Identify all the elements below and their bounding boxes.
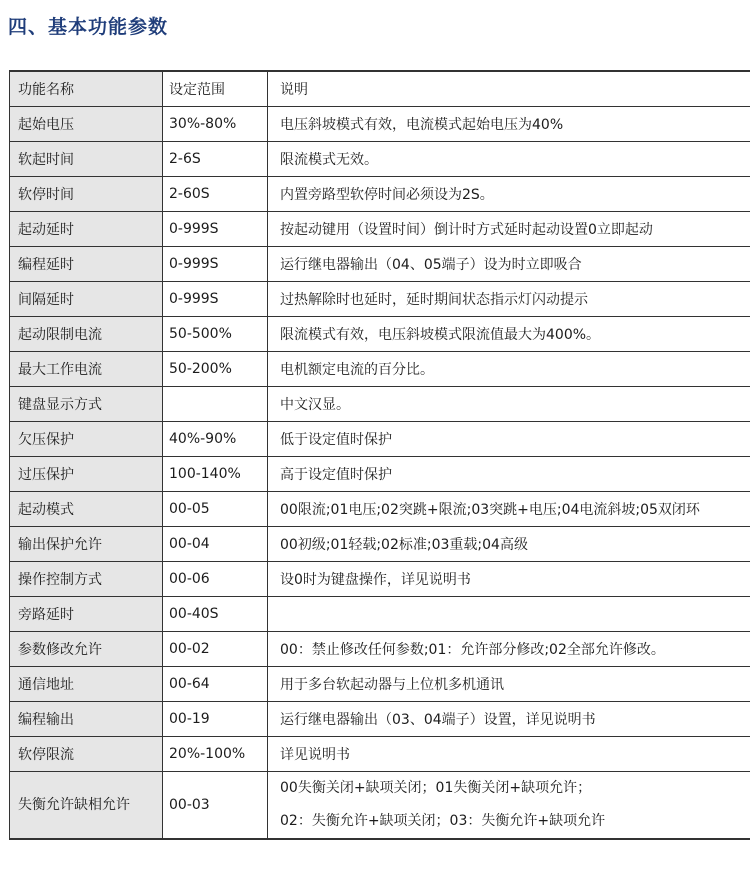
cell-description: 低于设定值时保护 (268, 422, 750, 457)
cell-function-name: 失衡允许缺相允许 (10, 772, 163, 840)
cell-function-name: 起动延时 (10, 212, 163, 247)
cell-function-name: 最大工作电流 (10, 352, 163, 387)
table-row (10, 597, 750, 632)
table-header-row (10, 71, 750, 107)
table-row (10, 632, 750, 667)
table-row (10, 667, 750, 702)
cell-description (268, 597, 750, 632)
table-row (10, 772, 750, 840)
cell-function-name: 起动限制电流 (10, 317, 163, 352)
cell-setting-range: 00-40S (163, 597, 268, 632)
header-function-name: 功能名称 (10, 71, 163, 107)
cell-function-name: 参数修改允许 (10, 632, 163, 667)
cell-description: 运行继电器输出（03、04端子）设置，详见说明书 (268, 702, 750, 737)
cell-setting-range: 00-04 (163, 527, 268, 562)
cell-description: 00限流;01电压;02突跳+限流;03突跳+电压;04电流斜坡;05双闭环 (268, 492, 750, 527)
table-row (10, 457, 750, 492)
cell-description: 限流模式无效。 (268, 142, 750, 177)
cell-setting-range: 00-19 (163, 702, 268, 737)
table-row (10, 177, 750, 212)
cell-setting-range: 00-02 (163, 632, 268, 667)
cell-setting-range: 2-60S (163, 177, 268, 212)
table-row (10, 142, 750, 177)
table-row (10, 387, 750, 422)
cell-function-name: 编程延时 (10, 247, 163, 282)
cell-setting-range: 0-999S (163, 247, 268, 282)
cell-description: 过热解除时也延时，延时期间状态指示灯闪动提示 (268, 282, 750, 317)
cell-setting-range: 0-999S (163, 282, 268, 317)
cell-description: 按起动键用（设置时间）倒计时方式延时起动设置0立即起动 (268, 212, 750, 247)
cell-setting-range: 50-200% (163, 352, 268, 387)
cell-description: 运行继电器输出（04、05端子）设为时立即吸合 (268, 247, 750, 282)
table-row (10, 737, 750, 772)
cell-description: 限流模式有效，电压斜坡模式限流值最大为400%。 (268, 317, 750, 352)
table-row (10, 317, 750, 352)
table-row (10, 527, 750, 562)
cell-setting-range: 50-500% (163, 317, 268, 352)
cell-function-name: 键盘显示方式 (10, 387, 163, 422)
section-heading: 四、基本功能参数 (8, 16, 169, 38)
cell-function-name: 软起时间 (10, 142, 163, 177)
table-row (10, 422, 750, 457)
cell-setting-range: 00-06 (163, 562, 268, 597)
cell-description: 中文汉显。 (268, 387, 750, 422)
cell-function-name: 间隔延时 (10, 282, 163, 317)
cell-function-name: 编程输出 (10, 702, 163, 737)
cell-description (268, 772, 750, 840)
table-row (10, 492, 750, 527)
table-body (10, 71, 750, 839)
table-row (10, 562, 750, 597)
header-description: 说明 (268, 71, 750, 107)
table-row (10, 107, 750, 142)
table-row (10, 212, 750, 247)
cell-description: 详见说明书 (268, 737, 750, 772)
cell-function-name: 操作控制方式 (10, 562, 163, 597)
cell-function-name: 软停限流 (10, 737, 163, 772)
cell-function-name: 软停时间 (10, 177, 163, 212)
function-parameter-table (9, 70, 750, 840)
cell-description: 内置旁路型软停时间必须设为2S。 (268, 177, 750, 212)
cell-setting-range: 00-64 (163, 667, 268, 702)
header-setting-range: 设定范围 (163, 71, 268, 107)
table-row (10, 282, 750, 317)
cell-description: 用于多台软起动器与上位机多机通讯 (268, 667, 750, 702)
cell-description: 设0时为键盘操作，详见说明书 (268, 562, 750, 597)
table-row (10, 352, 750, 387)
table-row (10, 247, 750, 282)
cell-setting-range: 40%-90% (163, 422, 268, 457)
table-row (10, 702, 750, 737)
cell-description: 电机额定电流的百分比。 (268, 352, 750, 387)
cell-function-name: 通信地址 (10, 667, 163, 702)
cell-setting-range: 20%-100% (163, 737, 268, 772)
description-line: 02：失衡允许+缺项关闭；03：失衡允许+缺项允许 (280, 813, 606, 829)
cell-description: 00初级;01轻载;02标准;03重载;04高级 (268, 527, 750, 562)
cell-function-name: 旁路延时 (10, 597, 163, 632)
cell-function-name: 欠压保护 (10, 422, 163, 457)
cell-function-name: 过压保护 (10, 457, 163, 492)
cell-function-name: 起动模式 (10, 492, 163, 527)
cell-description: 电压斜坡模式有效，电流模式起始电压为40% (268, 107, 750, 142)
cell-description: 高于设定值时保护 (268, 457, 750, 492)
cell-setting-range: 00-05 (163, 492, 268, 527)
cell-function-name: 起始电压 (10, 107, 163, 142)
cell-description: 00：禁止修改任何参数;01：允许部分修改;02全部允许修改。 (268, 632, 750, 667)
cell-setting-range: 2-6S (163, 142, 268, 177)
cell-function-name: 输出保护允许 (10, 527, 163, 562)
cell-setting-range (163, 387, 268, 422)
cell-setting-range: 0-999S (163, 212, 268, 247)
cell-setting-range: 30%-80% (163, 107, 268, 142)
cell-setting-range: 100-140% (163, 457, 268, 492)
cell-setting-range: 00-03 (163, 772, 268, 840)
description-line: 00失衡关闭+缺项关闭；01失衡关闭+缺项允许； (280, 780, 592, 796)
